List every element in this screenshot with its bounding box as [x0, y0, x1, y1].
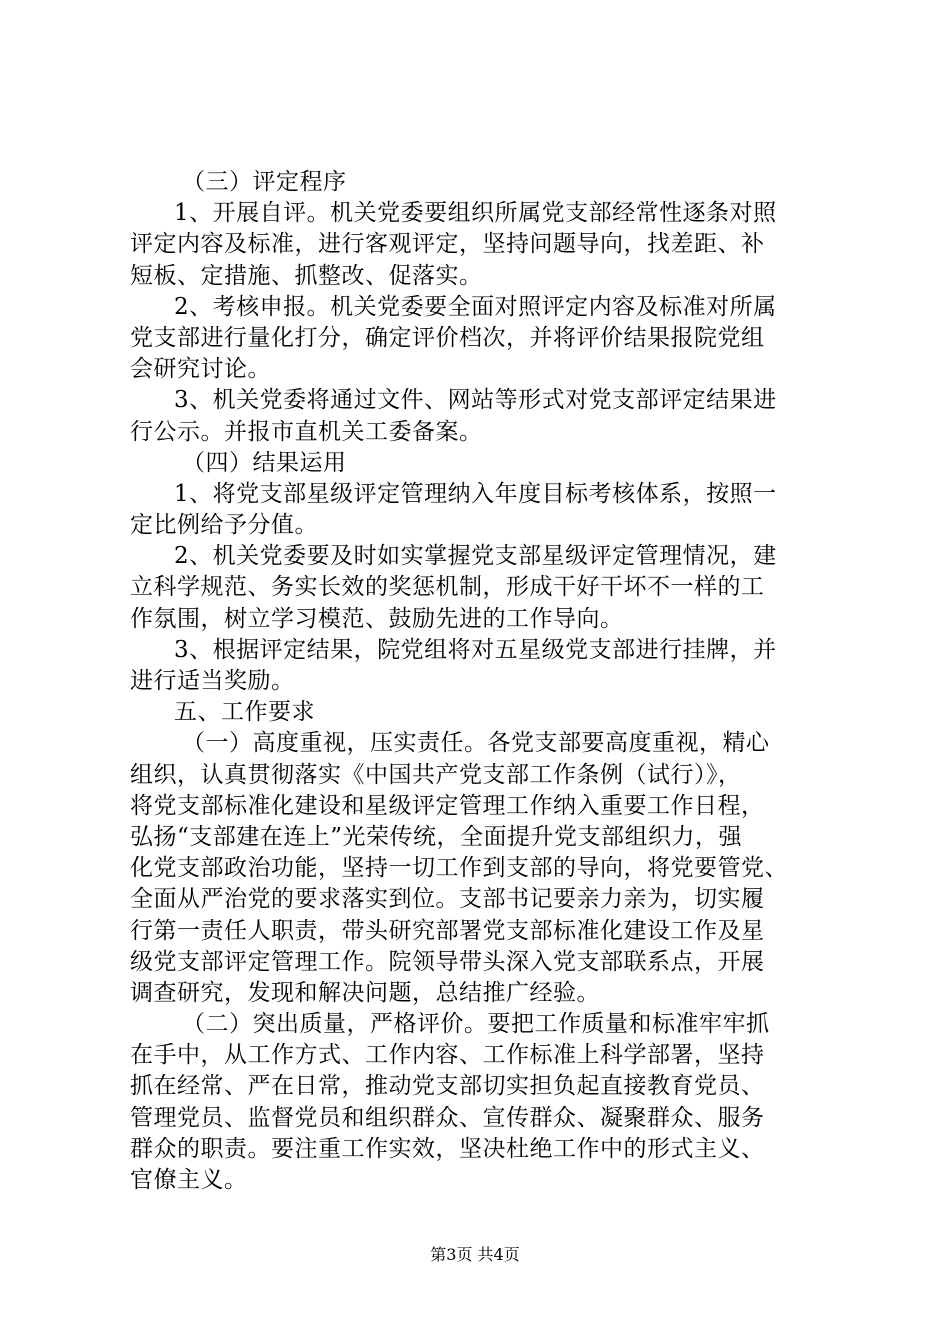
paragraph-line: 全面从严治党的要求落实到位。支部书记要亲力亲为，切实履: [130, 886, 765, 913]
paragraph-line: 弘扬“支部建在连上”光荣传统，全面提升党支部组织力，强: [130, 823, 743, 850]
paragraph-line: 管理党员、监督党员和组织群众、宣传群众、凝聚群众、服务: [130, 1104, 765, 1131]
paragraph-line: 党支部进行量化打分，确定评价档次，并将评价结果报院党组: [130, 324, 765, 351]
paragraph-line: 官僚主义。: [130, 1167, 248, 1193]
paragraph-line: 化党支部政治功能，坚持一切工作到支部的导向，将党要管党、: [130, 855, 788, 882]
paragraph-line: （一）高度重视，压实责任。各党支部要高度重视，精心: [182, 730, 770, 757]
paragraph-line: 调查研究，发现和解决问题，总结推广经验。: [130, 979, 600, 1006]
paragraph-line: 将党支部标准化建设和星级评定管理工作纳入重要工作日程，: [130, 792, 765, 819]
paragraph-line: 作氛围，树立学习模范、鼓励先进的工作导向。: [130, 605, 624, 632]
paragraph-line: 1、开展自评。机关党委要组织所属党支部经常性逐条对照: [174, 200, 777, 227]
paragraph-line: 进行适当奖励。: [130, 668, 295, 694]
paragraph-line: 1、将党支部星级评定管理纳入年度目标考核体系，按照一: [174, 480, 777, 507]
paragraph-line: 短板、定措施、抓整改、促落实。: [130, 262, 483, 289]
paragraph-line: 群众的职责。要注重工作实效，坚决杜绝工作中的形式主义、: [130, 1135, 765, 1162]
paragraph-line: （二）突出质量，严格评价。要把工作质量和标准牢牢抓: [182, 1011, 770, 1038]
page-number-footer: 第3页 共4页: [430, 1245, 520, 1264]
paragraph-line: 2、考核申报。机关党委要全面对照评定内容及标准对所属: [174, 293, 777, 320]
paragraph-line: 定比例给予分值。: [130, 512, 318, 539]
paragraph-line: 行公示。并报市直机关工委备案。: [130, 418, 483, 445]
section-heading-work-requirements: 五、工作要求: [174, 699, 315, 726]
section-heading-result-application: （四）结果运用: [182, 449, 347, 476]
section-heading-evaluation-procedure: （三）评定程序: [182, 169, 347, 195]
paragraph-line: 组织，认真贯彻落实《中国共产党支部工作条例（试行）》，: [130, 761, 742, 788]
paragraph-line: 在手中，从工作方式、工作内容、工作标准上科学部署，坚持: [130, 1042, 765, 1069]
paragraph-line: 立科学规范、务实长效的奖惩机制，形成干好干坏不一样的工: [130, 574, 765, 601]
paragraph-line: 抓在经常、严在日常，推动党支部切实担负起直接教育党员、: [130, 1073, 765, 1100]
paragraph-line: 3、根据评定结果，院党组将对五星级党支部进行挂牌，并: [174, 636, 777, 663]
paragraph-line: 级党支部评定管理工作。院领导带头深入党支部联系点，开展: [130, 948, 765, 975]
paragraph-line: 会研究讨论。: [130, 356, 271, 383]
paragraph-line: 3、机关党委将通过文件、网站等形式对党支部评定结果进: [174, 387, 777, 414]
paragraph-line: 行第一责任人职责，带头研究部署党支部标准化建设工作及星: [130, 917, 765, 944]
paragraph-line: 2、机关党委要及时如实掌握党支部星级评定管理情况，建: [174, 543, 777, 570]
paragraph-line: 评定内容及标准，进行客观评定，坚持问题导向，找差距、补: [130, 231, 765, 258]
document-body: [130, 167, 840, 1196]
